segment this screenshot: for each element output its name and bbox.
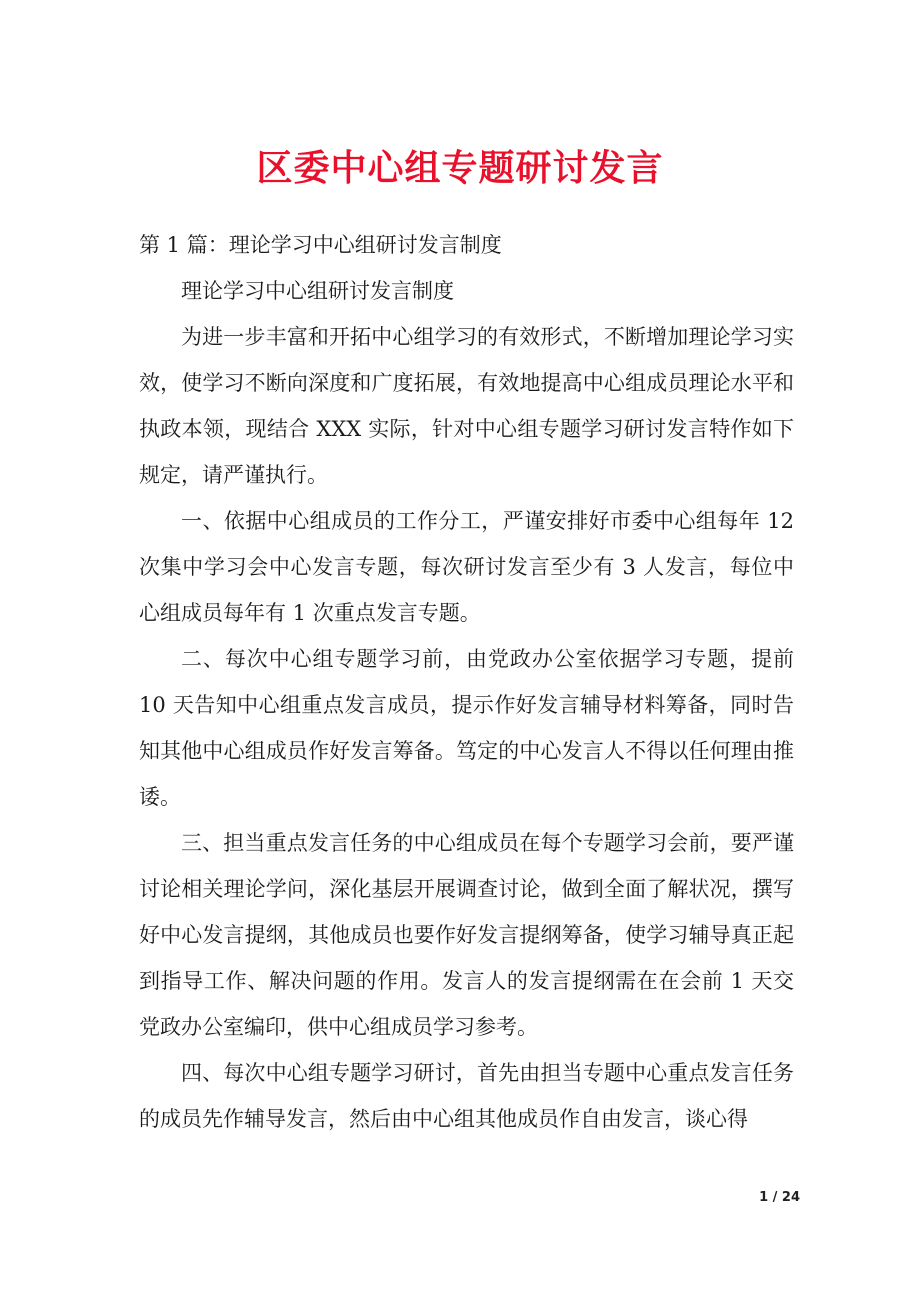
document-title: 区委中心组专题研讨发言 (256, 147, 664, 189)
document-body (139, 222, 794, 1142)
paragraph-intro: 为进一步丰富和开拓中心组学习的有效形式，不断增加理论学习实效，使学习不断向深度和广度拓展，有效地提高中心组成员理论水平和执政本领，现结合 XXX 实际，针对中心组专题学习研讨发言特作如下规定，请严谨执行。 (139, 325, 794, 487)
page-number: 1 / 24 (759, 1190, 800, 1205)
paragraph-rule-1: 一、依据中心组成员的工作分工，严谨安排好市委中心组每年 12 次集中学习会中心发言专题，每次研讨发言至少有 3 人发言，每位中心组成员每年有 1 次重点发言专题。 (139, 509, 794, 625)
section-heading: 第 1 篇：理论学习中心组研讨发言制度 (139, 233, 502, 257)
paragraph-rule-3: 三、担当重点发言任务的中心组成员在每个专题学习会前，要严谨讨论相关理论学问，深化基层开展调查讨论，做到全面了解状况，撰写好中心发言提纲，其他成员也要作好发言提纲筹备，使学习辅导真正起到指导工作、解决问题的作用。发言人的发言提纲需在在会前 1 天交党政办公室编印，供中心组成员学习参考。 (139, 831, 794, 1039)
paragraph-rule-2: 二、每次中心组专题学习前，由党政办公室依据学习专题，提前 10 天告知中心组重点发言成员，提示作好发言辅导材料筹备，同时告知其他中心组成员作好发言筹备。笃定的中心发言人不得以任何理由推诿。 (139, 647, 794, 809)
section-subtitle: 理论学习中心组研讨发言制度 (181, 279, 454, 303)
paragraph-rule-4: 四、每次中心组专题学习研讨，首先由担当专题中心重点发言任务的成员先作辅导发言，然后由中心组其他成员作自由发言，谈心得 (139, 1061, 794, 1131)
